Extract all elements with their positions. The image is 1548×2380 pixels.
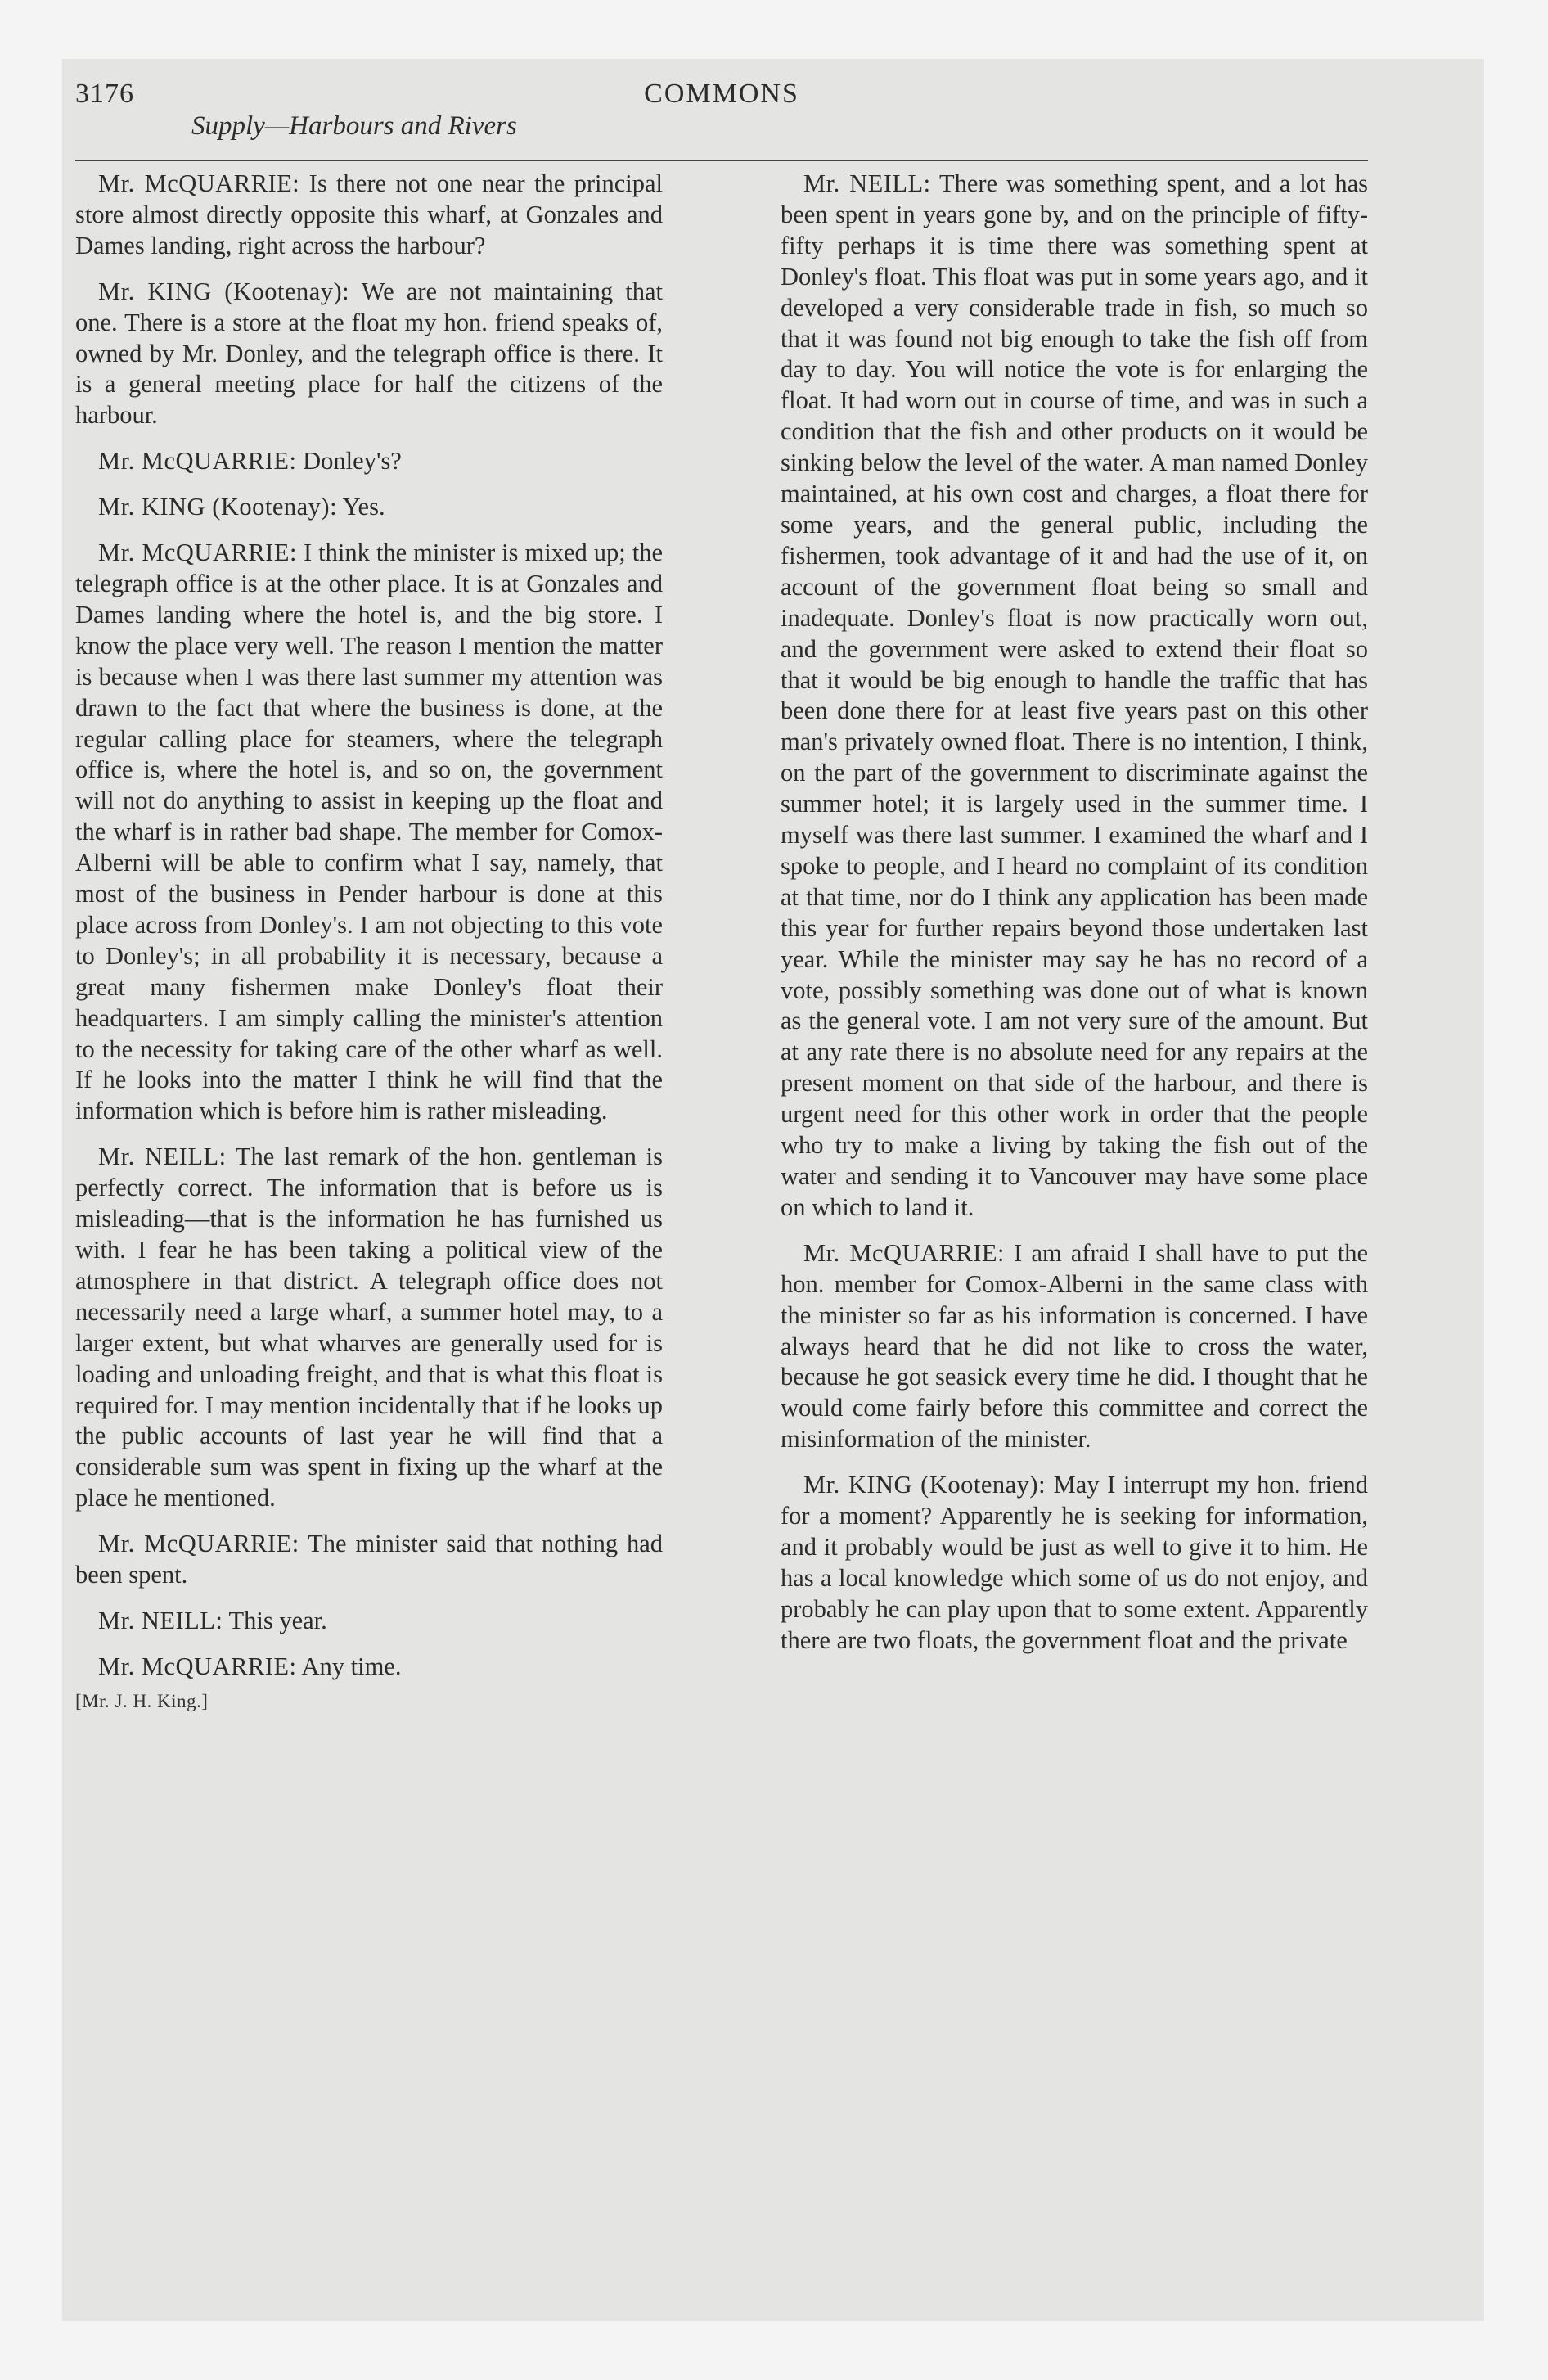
speech-text: Is there not one near the principal store almost directly opposite this wharf, at Gonzales and Dames landing, right across the harbour? [75,169,664,259]
speech-paragraph [75,1652,663,1683]
speech-paragraph [75,538,663,1127]
speech-paragraph [75,1142,663,1514]
speech-paragraph [781,1470,1368,1656]
right-column [781,169,1368,1671]
speech-text: This year. [228,1606,327,1634]
speech-paragraph [75,169,663,262]
speech-paragraph [781,169,1368,1224]
section-title: Supply—Harbours and Rivers [191,111,517,141]
speaker-name: Mr. KING (Kootenay): [98,493,338,521]
speech-text: May I interrupt my hon. friend for a moment? Apparently he is seeking for information, and it probably would be just as well to give it to him. He has a local knowledge which some of us do not enjoy, and probably he can play upon that to some extent. Apparently there are two floats, the government float and the private [781,1471,1368,1654]
speech-text: There was something spent, and a lot has been spent in years gone by, and on the principle of fifty-fifty perhaps it is time there was something spent at Donley's float. This float was put in some years ago, and it developed a very considerable trade in fish, so much so that it was found not big enough to take the fish off from day to day. You will notice the vote is for enlarging the float. It had worn out in course of time, and was in such a condition that the fish and other products on it would be sinking below the level of the water. A man named Donley maintained, at his own cost and charges, a float there for some years, and the general public, including the fishermen, took advantage of it and had the use of it, on account of the government float being so small and inadequate. Donley's float is now practically worn out, and the government were asked to extend their float so that it would be big enough to handle the traffic that has been done there for at least five years past on this other man's privately owned float. There is no intention, I think, on the part of the government to discriminate against the summer hotel; it is largely used in the summer time. I myself was there last summer. I examined the wharf and I spoke to people, and I heard no complaint of its condition at that time, nor do I think any application has been made this year for further repairs beyond those undertaken last year. While the minister may say he has no record of a vote, possibly something was done out of what is known as the general vote. I am not very sure of the amount. But at any rate there is no absolute need for any repairs at the present moment on that side of the harbour, and there is urgent need for this other work in order that the people who try to make a living by taking the fish out of the water and sending it to Vancouver may have some place on which to land it. [781,169,1368,1221]
left-column [75,169,663,1714]
speaker-name: Mr. KING (Kootenay): [98,277,350,305]
speech-paragraph [75,1606,663,1637]
speech-paragraph [75,277,663,432]
speech-text: The last remark of the hon. gentleman is perfectly correct. The information that is before us is misleading—that is the information he has furnished us with. I fear he has been taking a political view of the atmosphere in that district. A telegraph office does not necessarily need a large wharf, a summer hotel may, to a larger extent, but what wharves are generally used for is loading and unloading freight, and that is what this float is required for. I may mention incidentally that if he looks up the public accounts of last year he will find that a considerable sum was spent in fixing up the wharf at the place he mentioned. [75,1143,663,1512]
page-number: 3176 [75,79,134,109]
speech-text: We are not maintaining that one. There is a store at the float my hon. friend speaks of, owned by Mr. Donley, and the telegraph office is there. It is a general meeting place for half the citizens of the harbour. [75,277,663,430]
header-rule [75,160,1368,161]
speech-text: Donley's? [303,447,402,476]
speech-text: Yes. [342,493,385,521]
speaker-name: Mr. NEILL: [98,1606,223,1634]
speech-paragraph [75,446,663,477]
page-header [75,79,1368,169]
speaker-name: Mr. McQUARRIE: [98,539,297,567]
speech-text: Any time. [301,1652,402,1680]
speaker-name: Mr. NEILL: [98,1143,227,1171]
speech-paragraph [75,1529,663,1591]
speaker-name: Mr. McQUARRIE: [98,447,297,476]
speech-text: I am afraid I shall have to put the hon. member for Comox-Alberni in the same class with the minister so far as his information is concerned. I have always heard that he did not like to cross the water, because he got seasick every time he did. I thought that he would come fairly before this committee and correct the misinformation of the minister. [781,1238,1369,1454]
speaker-name: Mr. KING (Kootenay): [803,1471,1046,1499]
speaker-name: Mr. McQUARRIE: [98,1530,299,1558]
speaker-name: Mr. McQUARRIE: [803,1238,1006,1267]
speech-text: The minister said that nothing had been spent. [75,1530,664,1589]
speech-paragraph [75,492,663,523]
speaker-name: Mr. NEILL: [803,169,931,197]
speaker-name: Mr. McQUARRIE: [98,169,300,197]
speaker-footnote: [Mr. J. H. King.] [75,1690,209,1711]
running-title: COMMONS [644,79,799,109]
speech-paragraph [781,1238,1368,1455]
speech-text: I think the minister is mixed up; the telegraph office is at the other place. It is at Gonzales and Dames landing where the hotel is, and the big store. I know the place very well. The reason I mention the matter is because when I was there last summer my attention was drawn to the fact that where the business is done, at the regular calling place for steamers, where the telegraph office is, where the hotel is, and so on, the government will not do anything to assist in keeping up the float and the wharf is in rather bad shape. The member for Comox-Alberni will be able to confirm what I say, namely, that most of the business in Pender harbour is done at this place across from Donley's. I am not objecting to this vote to Donley's; in all probability it is necessary, because a great many fishermen make Donley's float their headquarters. I am simply calling the minister's attention to the necessity for taking care of the other wharf as well. If he looks into the matter I think he will find that the information which is before him is rather misleading. [75,539,664,1125]
speaker-name: Mr. McQUARRIE: [98,1652,297,1680]
